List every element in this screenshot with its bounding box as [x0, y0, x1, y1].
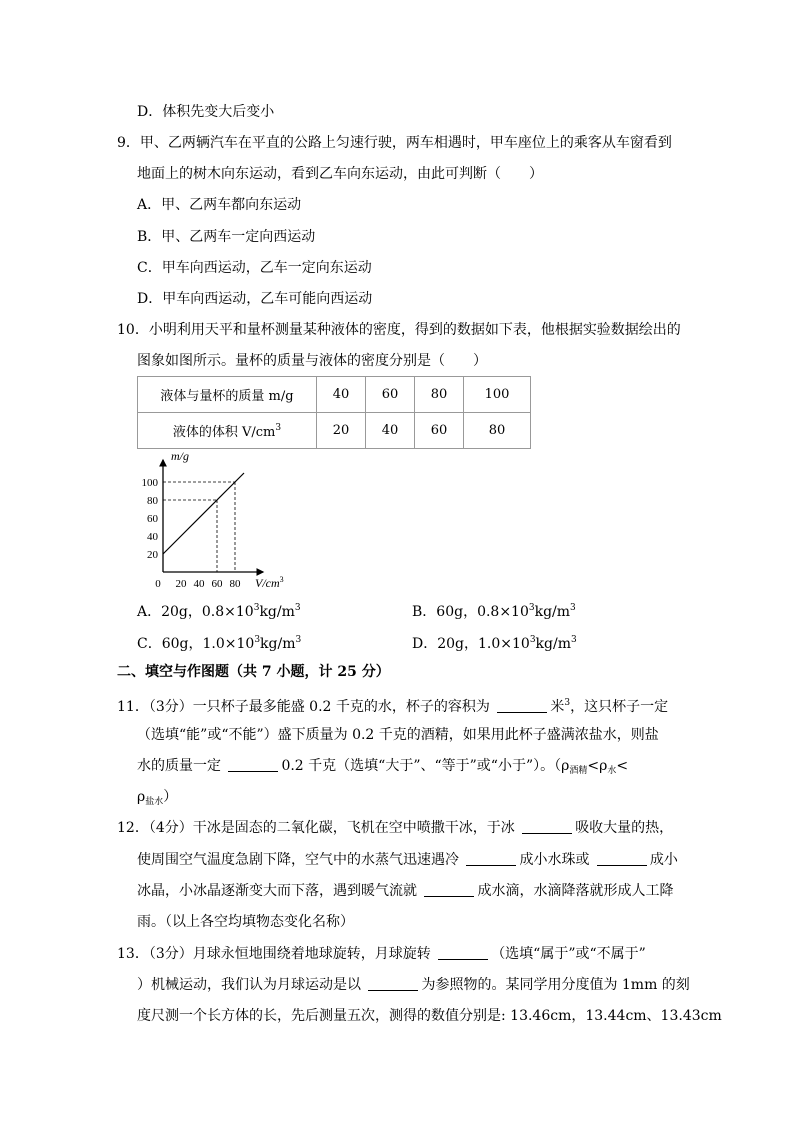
- q9-option-b: B．甲、乙两车一定向西运动: [137, 229, 316, 245]
- q12-line2: [137, 850, 678, 870]
- q10-option-a-unit-exp: 3: [294, 603, 301, 613]
- x-tick-label: 80: [229, 578, 241, 590]
- q9-option-d: D．甲车向西运动，乙车可能向西运动: [137, 291, 373, 307]
- table-cell: 液体与量杯的质量 m/g: [138, 377, 317, 413]
- q11-line3-a: 水的质量一定: [137, 758, 221, 774]
- row2-label-sup: 3: [275, 423, 282, 433]
- q11-line3: [137, 756, 628, 781]
- q11-line4: [137, 787, 177, 812]
- q12-line2-c: 成小: [649, 852, 678, 868]
- q10-option-b-text: B．60g，0.8×10: [412, 604, 529, 620]
- q10-option-d: [412, 630, 577, 654]
- q10-option-c-unit: kg/m: [260, 636, 296, 652]
- q11-line3-d: <: [616, 758, 629, 774]
- q13-line1: [117, 944, 646, 964]
- series-line-0: [163, 473, 244, 554]
- answer-blank[interactable]: [522, 819, 572, 834]
- q11-line1-b: 米: [550, 699, 565, 715]
- q11-line4-end: ）: [163, 789, 178, 805]
- q12-line1-b: 吸收大量的热，: [575, 820, 674, 836]
- q9-option-c: C．甲车向西运动，乙车一定向东运动: [137, 260, 372, 276]
- y-axis-label: m/g: [171, 449, 189, 463]
- table-cell: 60: [415, 413, 464, 449]
- table-cell: 20: [317, 413, 366, 449]
- q10-option-d-unit: kg/m: [535, 636, 571, 652]
- q11-line3-sub1: 酒精: [569, 766, 588, 776]
- x-axis-label-sup: 3: [279, 575, 284, 584]
- x-axis-label: [255, 575, 284, 590]
- x-tick-label: 20: [175, 578, 187, 590]
- q13-line2: [137, 975, 690, 995]
- table-cell: 40: [366, 413, 415, 449]
- q10-data-table: [137, 376, 531, 449]
- q10-option-a-unit: kg/m: [259, 604, 295, 620]
- q9-stem-line1: 9．甲、乙两辆汽车在平直的公路上匀速行驶，两车相遇时，甲车座位上的乘客从车窗看到: [117, 135, 672, 151]
- q11-line3-b: 0.2 千克（选填“大于”、“等于”或“小于”）。（ρ: [281, 758, 570, 774]
- q13-line1-b: （选填“属于”或“不属于”: [491, 946, 646, 962]
- q11-line1: [117, 693, 668, 717]
- table-cell: 60: [366, 377, 415, 413]
- q10-option-d-text: D．20g，1.0×10: [412, 636, 530, 652]
- q10-stem-line1: 10．小明利用天平和量杯测量某种液体的密度，得到的数据如下表，他根据实验数据绘出的: [117, 322, 681, 338]
- q13-line3: 度尺测一个长方体的长，先后测量五次，测得的数值分别是: 13.46cm，13.44cm、13.43cm: [137, 1008, 722, 1024]
- q10-option-c-exp: 3: [254, 635, 261, 645]
- q13-line2-a: ）机械运动，我们认为月球运动是以: [137, 977, 361, 993]
- q10-option-d-unit-exp: 3: [570, 635, 577, 645]
- q10-option-a-text: A．20g，0.8×10: [137, 604, 254, 620]
- q11-line4-sub: 盐水: [145, 797, 164, 807]
- q12-line1-a: 12．（4分）干冰是固态的二氧化碳，飞机在空中喷撒干冰，于冰: [117, 820, 515, 836]
- q11-line1-a: 11．（3分）一只杯子最多能盛 0.2 千克的水，杯子的容积为: [117, 699, 490, 715]
- table-row: [138, 377, 531, 413]
- q10-option-b-unit: kg/m: [534, 604, 571, 620]
- q12-line4: 雨。（以上各空均填物态变化名称）: [137, 914, 354, 930]
- q10-option-c-text: C．60g，1.0×10: [137, 636, 255, 652]
- x-tick-label: 0: [155, 578, 161, 590]
- q11-line4-rho: ρ: [137, 789, 146, 805]
- q10-option-a: [137, 598, 301, 622]
- q13-line1-a: 13．（3分）月球永恒地围绕着地球旋转，月球旋转: [117, 946, 431, 962]
- row2-label: 液体的体积 V/cm: [172, 425, 276, 440]
- answer-blank[interactable]: [368, 976, 418, 991]
- q11-line2: （选填“能”或“不能”）盛下质量为 0.2 千克的酒精，如果用此杯子盛满浓盐水，则盐: [137, 727, 659, 743]
- table-cell: [138, 413, 317, 449]
- q12-line3-a: 冰晶，小冰晶逐渐变大而下落，遇到暖气流就: [137, 883, 417, 899]
- q10-stem-line2: 图象如图所示。量杯的质量与液体的密度分别是（ ）: [137, 353, 487, 369]
- q10-option-b-unit-exp: 3: [570, 603, 576, 613]
- q11-line3-c: <ρ: [587, 758, 608, 774]
- x-axis-label-text: V/cm: [255, 576, 280, 590]
- table-cell: 80: [464, 413, 531, 449]
- q10-option-a-exp: 3: [253, 603, 260, 613]
- answer-blank[interactable]: [466, 851, 516, 866]
- q11-line3-sub2: 水: [607, 766, 617, 776]
- table-cell: 80: [415, 377, 464, 413]
- answer-blank[interactable]: [228, 757, 278, 772]
- answer-blank[interactable]: [438, 945, 488, 960]
- answer-blank[interactable]: [597, 851, 647, 866]
- answer-blank[interactable]: [424, 882, 474, 897]
- y-tick-label: 40: [147, 531, 158, 543]
- table-row: [138, 413, 531, 449]
- table-cell: 40: [317, 377, 366, 413]
- q12-line3: [137, 881, 673, 901]
- x-tick-label: 40: [193, 578, 205, 590]
- q12-line2-a: 使周围空气温度急剧下降，空气中的水蒸气迅速遇冷: [137, 852, 459, 868]
- q12-line1: [117, 818, 673, 838]
- y-tick-label: 60: [147, 513, 158, 525]
- q8-option-d: D．体积先变大后变小: [137, 104, 275, 120]
- section-heading: 二、填空与作图题（共 7 小题，计 25 分）: [117, 664, 390, 680]
- q12-line3-b: 成水滴，水滴降落就形成人工降: [477, 883, 674, 899]
- y-tick-label: 100: [141, 477, 158, 489]
- mass-volume-graph: [138, 448, 298, 593]
- q10-option-c: [137, 630, 301, 654]
- y-tick-label: 80: [147, 495, 158, 507]
- q9-stem-line2: 地面上的树木向东运动，看到乙车向东运动，由此可判断（ ）: [137, 166, 543, 182]
- x-tick-label: 60: [211, 578, 223, 590]
- y-tick-label: 20: [147, 549, 158, 561]
- q9-option-a: A．甲、乙两车都向东运动: [137, 197, 302, 213]
- q13-line2-b: 为参照物的。某同学用分度值为 1mm 的刻: [421, 977, 690, 993]
- q11-line1-c: ，这只杯子一定: [570, 699, 669, 715]
- q10-option-d-exp: 3: [529, 635, 536, 645]
- q10-option-b: [412, 598, 576, 622]
- q10-option-c-unit-exp: 3: [295, 635, 302, 645]
- q12-line2-b: 成小水珠或: [519, 852, 590, 868]
- table-cell: 100: [464, 377, 531, 413]
- q10-option-b-exp: 3: [528, 603, 535, 613]
- q11-line1-b-sup: 3: [564, 698, 571, 708]
- answer-blank[interactable]: [497, 698, 547, 713]
